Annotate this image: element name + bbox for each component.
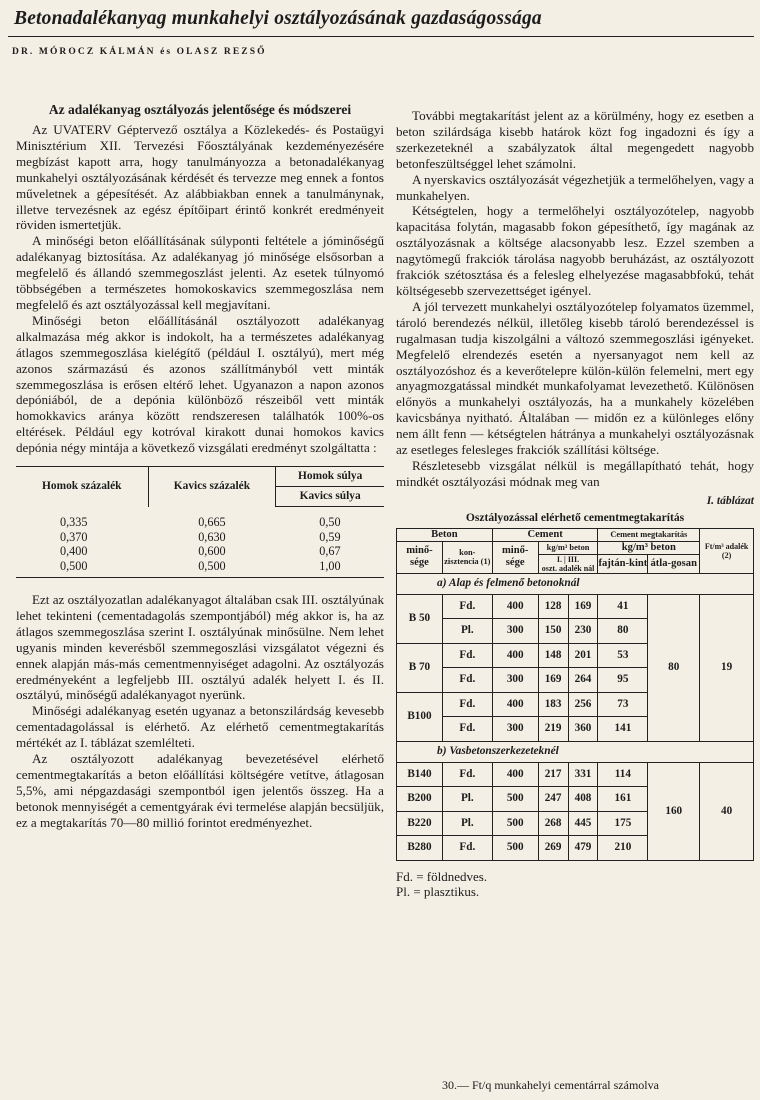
cell-cement: 500 (492, 787, 538, 812)
header-class-iii: III. (567, 554, 580, 564)
cell-class-iii: 445 (568, 811, 598, 836)
cell-konzisztencia: Pl. (442, 787, 492, 812)
cell-beton: B 50 (397, 594, 443, 643)
cell-ratio: 0,59 (319, 529, 341, 544)
cell-class-iii: 201 (568, 643, 598, 668)
cell-fajtankint: 210 (598, 836, 648, 861)
cell-ft-m3: 40 (700, 762, 754, 860)
cell-konzisztencia: Fd. (442, 836, 492, 861)
header-kavics: Kavics százalék (148, 467, 276, 507)
group-row (397, 741, 754, 762)
paragraph: További megtakarítást jelent az a körülmény, hogy ez esetben a beton szilárdsága kisebb határok közt fog ingadozni és így a szerkezeteknél a szabályzatok által megengedett nagyobb betonfeszültséggel lehet számolni. (396, 108, 754, 171)
cell-class-i: 169 (538, 668, 568, 693)
paragraph: Az osztályozott adalékanyag bevezetésével elérhető cementmegtakarítás a beton előállítási költségére vetítve, átlagosan 5,5%, ami népgazdasági szempontból igen jelentős összeg. Ha a betonok mennyiségét a cementgyárak évi termelése alapján becsüljük, ez a megtakarítás 70—80 millió forintot eredményezhet. (16, 751, 384, 830)
cell-cement: 500 (492, 811, 538, 836)
cell-fajtankint: 80 (598, 619, 648, 644)
page-title: Betonadalékanyag munkahelyi osztályozásának gazdaságossága (14, 8, 542, 29)
cell-beton: B100 (397, 692, 443, 741)
cell-ratio: 0,50 (319, 515, 341, 530)
group-label: b) Vasbetonszerkezeteknél (397, 741, 754, 762)
paragraph: Az UVATERV Géptervező osztálya a Közlekedés- és Postaügyi Minisztérium XII. Tervezési Főosztályának kezdeményezésére megbízást kapott arra, hogy tanulmányozza a betonadalékanyag munkahelyi osztályozásának kérdését és tervezze meg ennek a fontos műveletnek a gépesítését. Az alábbiakban ennek a tanulmánynak, illetve tervezésnek az egész építőipart érintő konkrét eredményeit röviden ismertetjük. (16, 122, 384, 233)
cell-fajtankint: 95 (598, 668, 648, 693)
cement-savings-table (396, 528, 754, 861)
header-cement-minoseg: minő-sége (492, 541, 538, 573)
cell-konzisztencia: Fd. (442, 762, 492, 787)
cell-fajtankint: 141 (598, 717, 648, 742)
header-classes (538, 554, 598, 573)
group-row (397, 573, 754, 594)
paragraph: Kétségtelen, hogy a termelőhelyi osztályozótelep, nagyobb kapacitása folytán, magasabb fokon gépesíthető, így magának az osztályozásnak a költsége alacsonyabb lesz. Ezzel szemben a nagytömegű frakciók tárolása nagyobb beruházást, az osztályozott frakciók szétosztása és a felesleg elhelyezése magasabbfokú, tehát költségesebb szervezettséget igényel. (396, 203, 754, 298)
cell-konzisztencia: Pl. (442, 811, 492, 836)
cell-konzisztencia: Fd. (442, 643, 492, 668)
cell-konzisztencia: Fd. (442, 668, 492, 693)
cell-class-i: 247 (538, 787, 568, 812)
cell-atlagosan: 160 (648, 762, 700, 860)
table-row (16, 544, 384, 559)
cell-ratio: 1,00 (276, 559, 384, 578)
cell-kavics: 0,665 (198, 514, 226, 529)
title-rule (8, 36, 754, 37)
header-kg-m3: kg/m³ beton (538, 541, 598, 554)
cell-fajtankint: 175 (598, 811, 648, 836)
cell-konzisztencia: Fd. (442, 692, 492, 717)
cell-class-iii: 360 (568, 717, 598, 742)
cell-class-iii: 169 (568, 594, 598, 619)
paragraph: Ezt az osztályozatlan adalékanyagot általában csak III. osztályúnak lehet tekinteni (cementadagolás szempontjából) még akkor is, ha az átlagos szemmegoszlása szerint I. osztályúnak minősülne. Nem lehet ugyanis minden keverésből szemmegoszlási vizsgálatot végezni és ennek alapján más-más cementmennyiséget adagolni. Az osztályozás eredményeként a legfeljebb III. osztályú adalék helyett I. és II. osztályú, minőségű adalékanyagot nyerünk. (16, 592, 384, 703)
cell-homok: 0,400 (60, 544, 88, 559)
cell-fajtankint: 161 (598, 787, 648, 812)
header-class-i: I. (556, 554, 563, 564)
cell-homok: 0,335 (60, 514, 88, 529)
cell-class-iii: 408 (568, 787, 598, 812)
header-homok: Homok százalék (16, 467, 148, 507)
cell-kavics: 0,600 (198, 544, 226, 559)
cell-beton: B200 (397, 787, 443, 812)
section-heading-text: Az adalékanyag osztályozás jelentősége és módszerei (48, 102, 352, 117)
table-row (397, 594, 754, 619)
cell-kavics: 0,500 (148, 559, 276, 578)
table-tag: I. táblázat (706, 494, 754, 507)
cell-cement: 300 (492, 717, 538, 742)
cell-class-iii: 256 (568, 692, 598, 717)
cell-konzisztencia: Fd. (442, 717, 492, 742)
cell-cement: 500 (492, 836, 538, 861)
header-megtakaritas: Cement megtakarítás (598, 528, 700, 541)
cell-class-i: 183 (538, 692, 568, 717)
group-label: a) Alap és felmenő betonoknál (397, 573, 754, 594)
table-row (16, 530, 384, 545)
cell-cement: 400 (492, 643, 538, 668)
cell-class-i: 269 (538, 836, 568, 861)
cell-class-iii: 479 (568, 836, 598, 861)
cell-konzisztencia: Pl. (442, 619, 492, 644)
divider: | (564, 554, 566, 564)
cell-beton: B 70 (397, 643, 443, 692)
cell-class-i: 148 (538, 643, 568, 668)
header-fajtankint: fajtán-kint (598, 554, 648, 573)
cell-class-i: 268 (538, 811, 568, 836)
cell-class-iii: 264 (568, 668, 598, 693)
header-oszt-adal: oszt. adalék nál (541, 563, 595, 573)
cell-cement: 300 (492, 619, 538, 644)
header-cement: Cement (492, 528, 598, 541)
cell-cement: 300 (492, 668, 538, 693)
cell-class-i: 128 (538, 594, 568, 619)
header-minoseg: minő-sége (397, 541, 443, 573)
header-ratio-top: Homok súlya (276, 467, 384, 487)
section-heading (16, 102, 384, 118)
sand-gravel-table (16, 466, 384, 578)
cell-cement: 400 (492, 594, 538, 619)
cell-class-i: 150 (538, 619, 568, 644)
legend-pl: Pl. = plasztikus. (396, 883, 480, 899)
footnote: 30.— Ft/q munkahelyi cementárral számolva (442, 1078, 659, 1092)
cell-class-i: 217 (538, 762, 568, 787)
header-ratio-bottom: Kavics súlya (276, 487, 384, 507)
legend (396, 869, 754, 899)
table-row (16, 559, 384, 578)
paragraph: Részletesebb vizsgálat nélkül is megállapítható tehát, hogy mindkét osztályozási módnak meg van (396, 457, 754, 489)
cell-class-iii: 331 (568, 762, 598, 787)
cell-kavics: 0,630 (198, 529, 226, 544)
cell-beton: B220 (397, 811, 443, 836)
authors: DR. MÓROCZ KÁLMÁN és OLASZ REZSŐ (12, 47, 267, 57)
cell-homok: 0,500 (16, 559, 148, 578)
cell-cement: 400 (492, 762, 538, 787)
header-beton: Beton (397, 528, 493, 541)
cell-homok: 0,370 (60, 529, 88, 544)
table-title: Osztályozással elérhető cementmegtakarítás (465, 510, 685, 524)
table-row (397, 762, 754, 787)
paragraph: A nyerskavics osztályozását végezhetjük a termelőhelyen, vagy a munkahelyen. (396, 171, 754, 203)
cell-atlagosan: 80 (648, 594, 700, 741)
cell-konzisztencia: Fd. (442, 594, 492, 619)
cell-cement: 400 (492, 692, 538, 717)
left-column (16, 102, 384, 831)
cell-class-iii: 230 (568, 619, 598, 644)
paragraph: A jól tervezett munkahelyi osztályozótelep folyamatos üzemmel, tároló berendezés nélkül, illetőleg kisebb tároló berendezéssel is rugalmasan tudja kiszolgálni a változó szemmegoszlási igényeket. Megfelelő elrendezés esetén a nyersanyagot nem kell az osztályozóshoz és a keverőtelepre külön-külön felemelni, mert egy anyagmozgatással mindkét munkafolyamat levezethető. Különösen előnyös a munkahelyi osztályozás, ha a munkahely közelében kavicsbánya nyitható. Általában — midőn ez a különleges előny nem állt fenn — kétségtelen hátránya a munkahelyi osztályozásnak az esetleges felesleges frakciók szállítási költsége. (396, 298, 754, 458)
cell-class-i: 219 (538, 717, 568, 742)
header-atlagosan: átla-gosan (648, 554, 700, 573)
cell-fajtankint: 73 (598, 692, 648, 717)
paragraph: Minőségi adalékanyag esetén ugyanaz a betonszilárdság kevesebb cementadagolással is elérhető. Az elérhető cementmegtakarítás mértékét az I. táblázat szemlélteti. (16, 703, 384, 751)
paragraph: Minőségi beton előállításánál osztályozott adalékanyag alkalmazása még akkor is indokolt, ha a természetes adalékanyag átlagos szemmegoszlása kielégítő (például I. osztályú), mert még azonos származású és azonos szállítmányból vett minták szemmegoszlása is erősen eltérő lehet. Ugyanazon a napon azonos depóniából, de a depónia különböző részeiből vett minták homokkavics aránya között rendszeresen találhatók 100%-os eltérések. Például egy kotróval kirakott dunai homokos kavics depónia négy mintája a következő vizsgálati eredményt szolgáltatta : (16, 312, 384, 456)
cell-beton: B140 (397, 762, 443, 787)
cell-fajtankint: 53 (598, 643, 648, 668)
header-kg-m3-2: kg/m³ beton (598, 541, 700, 554)
right-column (396, 108, 754, 899)
cell-fajtankint: 114 (598, 762, 648, 787)
legend-fd: Fd. = földnedves. (396, 868, 488, 884)
cell-beton: B280 (397, 836, 443, 861)
header-konzisztencia: kon-zisztencia (1) (442, 541, 492, 573)
paragraph: A minőségi beton előállításának súlyponti feltétele a jóminőségű adalékanyag biztosítása. Az adalékanyag jó minősége elsősorban a megfelelő és állandó szemmegoszlást jelenti. Az esetek túlnyomó többségében a természetes homokoskavics szemmegoszlása nem megfelelő és azt osztályozással kell megjavítani. (16, 233, 384, 312)
cell-ratio: 0,67 (319, 544, 341, 559)
header-ft-m3: Ft/m³ adalék (2) (700, 528, 754, 573)
cell-fajtankint: 41 (598, 594, 648, 619)
table-row (16, 507, 384, 530)
cell-ft-m3: 19 (700, 594, 754, 741)
